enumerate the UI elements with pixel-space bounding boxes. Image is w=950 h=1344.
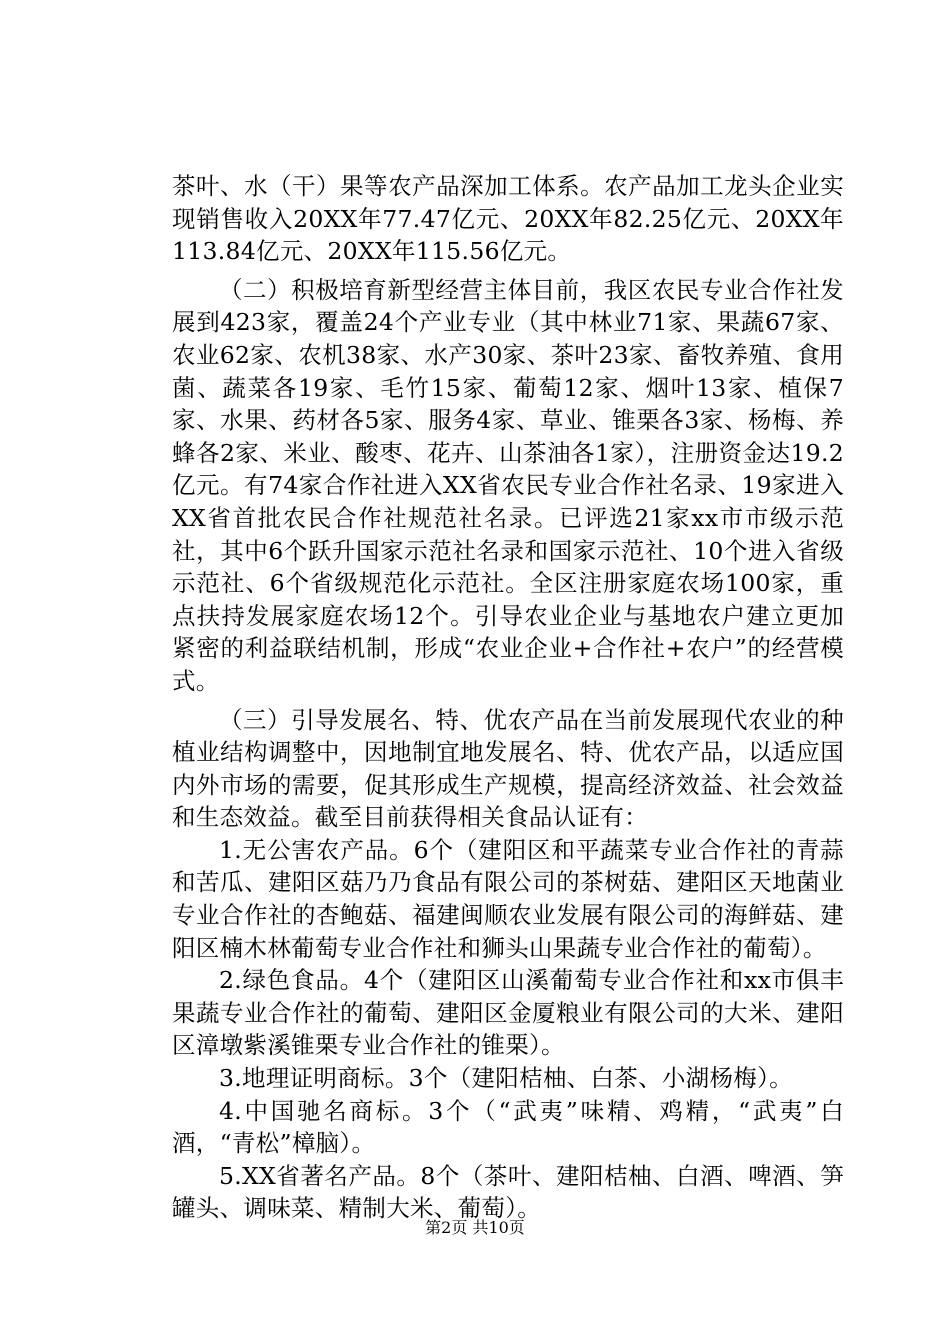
paragraph-processing-revenue: 茶叶、水（干）果等农产品深加工体系。农产品加工龙头企业实现销售收入20XX年77.47亿元、20XX年82.25亿元、20XX年113.84亿元、20XX年115.56亿元。: [172, 172, 844, 266]
list-item-geographic-trademark: 3.地理证明商标。3个（建阳桔柚、白茶、小湖杨梅）。: [219, 1064, 793, 1093]
document-body: [172, 170, 844, 1225]
list-item-famous-trademark: 4.中国驰名商标。3个（“武夷”味精、鸡精，“武夷”白酒，“青松”樟脑）。: [172, 1096, 844, 1158]
paragraph-famous-products: （三）引导发展名、特、优农产品在当前发展现代农业的种植业结构调整中，因地制宜地发展名、特、优农产品，以适应国内外市场的需要，促其形成生产规模，提高经济效益、社会效益和生态效益。截至目前获得相关食品认证有：: [172, 705, 844, 832]
page-number-footer: 第2页 共10页: [425, 1218, 525, 1237]
paragraph-cooperatives: （二）积极培育新型经营主体目前，我区农民专业合作社发展到423家，覆盖24个产业专业（其中林业71家、果蔬67家、农业62家、农机38家、水产30家、茶叶23家、畜牧养殖、食用菌、蔬菜各19家、毛竹15家、葡萄12家、烟叶13家、植保7家、水果、药材各5家、服务4家、草业、锥栗各3家、杨梅、养蜂各2家、米业、酸枣、花卉、山茶油各1家），注册资金达19.2亿元。有74家合作社进入XX省农民专业合作社名录、19家进入XX省首批农民合作社规范社名录。已评选21家xx市市级示范社，其中6个跃升国家示范社名录和国家示范社、10个进入省级示范社、6个省级规范化示范社。全区注册家庭农场100家，重点扶持发展家庭农场12个。引导农业企业与基地农户建立更加紧密的利益联结机制，形成“农业企业+合作社+农户”的经营模式。: [172, 275, 844, 695]
list-item-pollution-free: 1.无公害农产品。6个（建阳区和平蔬菜专业合作社的青蒜和苦瓜、建阳区菇乃乃食品有限公司的茶树菇、建阳区天地菌业专业合作社的杏鲍菇、福建闽顺农业发展有限公司的海鲜菇、建阳区楠木林葡萄专业合作社和狮头山果蔬专业合作社的葡萄）。: [172, 835, 844, 962]
list-item-provincial-famous-products: 5.XX省著名产品。8个（茶叶、建阳桔柚、白酒、啤酒、笋罐头、调味菜、精制大米、葡萄）。: [172, 1161, 844, 1223]
list-item-green-food: 2.绿色食品。4个（建阳区山溪葡萄专业合作社和xx市俱丰果蔬专业合作社的葡萄、建阳区金厦粮业有限公司的大米、建阳区漳墩紫溪锥栗专业合作社的锥栗）。: [172, 966, 844, 1060]
